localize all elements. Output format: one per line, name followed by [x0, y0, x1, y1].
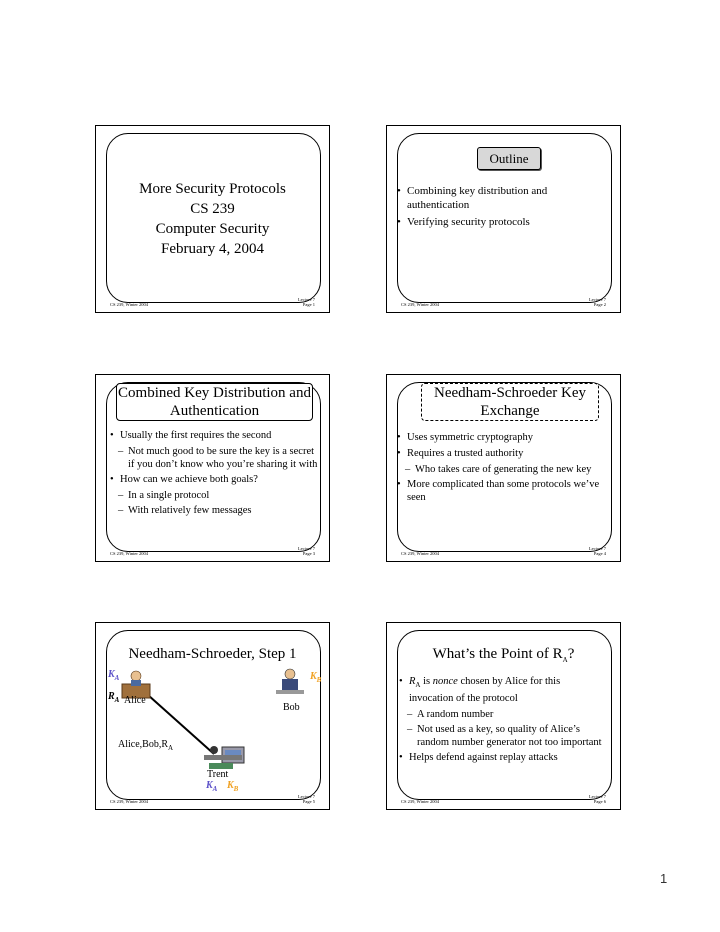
- slide-bullets: [110, 429, 320, 519]
- sub-bullet: – Not used as a key, so quality of Alice’s random number generator not too important: [399, 723, 605, 749]
- page-number: 1: [660, 871, 668, 886]
- slide-footer-page: Lecture 7 Page 2: [588, 297, 606, 307]
- slide-2: [386, 125, 621, 313]
- bullet: • Uses symmetric cryptography: [397, 431, 609, 444]
- slide-footer-course: CS 239, Winter 2004: [401, 302, 439, 307]
- bob-label: Bob: [283, 702, 300, 713]
- slide-footer-course: CS 239, Winter 2004: [110, 799, 148, 804]
- slide-4: [386, 374, 621, 562]
- bullet: • Helps defend against replay attacks: [399, 751, 605, 764]
- slide-3: [95, 374, 330, 562]
- slide-footer-course: CS 239, Winter 2004: [401, 799, 439, 804]
- slide-footer-page: Lecture 7 Page 1: [297, 297, 315, 307]
- slide-footer-course: CS 239, Winter 2004: [110, 302, 148, 307]
- message-label: $Alice,Bob,R_A$: [118, 739, 174, 752]
- bullet: • More complicated than some protocols we’ve seen: [397, 478, 609, 504]
- slide-footer-course: CS 239, Winter 2004: [110, 551, 148, 556]
- alice-label: Alice: [124, 695, 146, 706]
- slide-bullets: [397, 184, 597, 232]
- sub-bullet: – Not much good to be sure the key is a secret if you don’t know who you’re sharing it with: [110, 445, 320, 471]
- bob-icon: [276, 669, 304, 694]
- slide-footer-page: Lecture 7 Page 5: [297, 794, 315, 804]
- sub-bullet: – Who takes care of generating the new key: [397, 463, 609, 476]
- alice-icon: [122, 671, 150, 698]
- slide-5: [95, 622, 330, 810]
- sub-bullet: – In a single protocol: [110, 489, 320, 502]
- bullet: • Verifying security protocols: [397, 215, 597, 229]
- sub-bullet: – A random number: [399, 708, 605, 721]
- bullet: • Usually the first requires the second: [110, 429, 320, 442]
- bullet: • How can we achieve both goals?: [110, 473, 320, 486]
- slide-footer-page: Lecture 7 Page 3: [297, 546, 315, 556]
- slide-1: [95, 125, 330, 313]
- slide-footer-page: Lecture 7 Page 6: [588, 794, 606, 804]
- slide-footer-course: CS 239, Winter 2004: [401, 551, 439, 556]
- slide-bullets: [399, 675, 605, 767]
- outline-title-box: Outline: [477, 147, 541, 170]
- bullet: • $R_A$ is nonce chosen by Alice for this invocation of the protocol: [399, 675, 605, 705]
- slide-title: Combined Key Distribution and Authentication: [116, 383, 313, 421]
- key-ka-trent: $K_A$: [206, 780, 218, 793]
- key-kb-trent: $K_B$: [227, 780, 239, 793]
- slide-title: Needham-Schroeder Key Exchange: [421, 383, 599, 421]
- key-kb-bob: $K_B$: [310, 671, 322, 684]
- key-ka-alice: $K_A$: [108, 669, 120, 682]
- bullet: • Requires a trusted authority: [397, 447, 609, 460]
- slide-6: [386, 622, 621, 810]
- slide-title: Needham-Schroeder, Step 1: [128, 646, 297, 662]
- bullet: • Combining key distribution and authentication: [397, 184, 597, 212]
- sub-bullet: – With relatively few messages: [110, 504, 320, 517]
- slide-title: More Security Protocols CS 239 Computer Security February 4, 2004: [139, 181, 286, 257]
- trent-label: Trent: [207, 769, 229, 780]
- slide-footer-page: Lecture 7 Page 4: [588, 546, 606, 556]
- slide-bullets: [397, 431, 609, 507]
- slide-title: What’s the Point of $R_A$?: [432, 646, 575, 664]
- nonce-ra: $R_A$: [108, 691, 120, 704]
